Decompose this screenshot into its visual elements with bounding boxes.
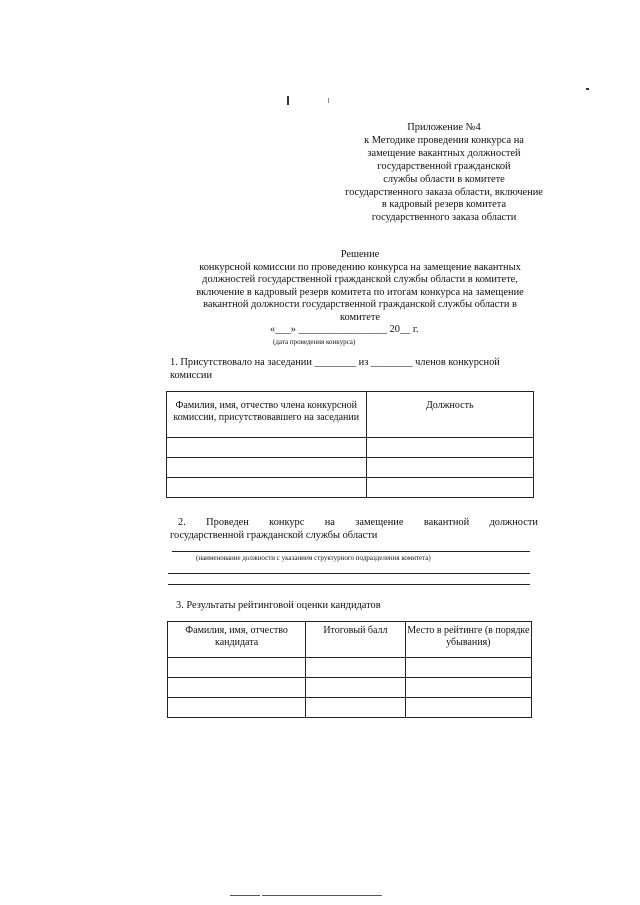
blank-line xyxy=(168,584,530,585)
contest-word: конкурс xyxy=(269,517,305,528)
decision-line: конкурсной комиссии по проведению конкурса на замещение вакантных xyxy=(199,261,521,273)
table-cell xyxy=(167,458,367,478)
ratings-table xyxy=(167,621,532,718)
table-cell xyxy=(168,678,306,698)
contest-word: Проведен xyxy=(206,517,249,528)
table-cell xyxy=(405,698,531,718)
appendix-line: государственного заказа области xyxy=(371,212,517,224)
contest-paragraph-line1 xyxy=(178,517,538,528)
appendix-header xyxy=(328,122,560,225)
blank-line xyxy=(168,573,530,574)
column-header-candidate-name: Фамилия, имя, отчество кандидата xyxy=(168,622,306,658)
table-cell xyxy=(168,698,306,718)
column-header-total-score: Итоговый балл xyxy=(306,622,406,658)
decision-line: вакантной должности государственной гражданской службы области в xyxy=(203,299,517,311)
table-row xyxy=(168,678,532,698)
table-cell xyxy=(366,438,534,458)
scan-mark xyxy=(287,96,289,105)
decision-line: комитете xyxy=(340,311,380,323)
table-cell xyxy=(366,478,534,498)
scan-mark xyxy=(262,895,382,896)
table-cell xyxy=(306,658,406,678)
scan-mark xyxy=(586,88,589,90)
blank-line xyxy=(172,551,530,552)
scan-mark xyxy=(230,895,260,896)
appendix-line: в кадровый резерв комитета xyxy=(381,199,507,211)
appendix-line: Приложение №4 xyxy=(407,122,481,133)
ratings-heading: 3. Результаты рейтинговой оценки кандидатов xyxy=(176,600,381,611)
attendance-paragraph: 1. Присутствовало на заседании ________ из ________ членов конкурсной комиссии xyxy=(170,357,500,381)
table-cell xyxy=(167,478,367,498)
table-row xyxy=(168,658,532,678)
decision-title: Решение xyxy=(340,249,380,260)
table-row xyxy=(167,438,534,458)
table-row xyxy=(167,478,534,498)
column-header-member-name: Фамилия, имя, отчество члена конкурсной комиссии, присутствовавшего на заседании xyxy=(167,392,367,438)
position-caption: (наименование должности с указанием структурного подразделения комитета) xyxy=(196,554,431,562)
table-cell xyxy=(366,458,534,478)
table-cell xyxy=(405,658,531,678)
table-cell xyxy=(405,678,531,698)
contest-word: замещение xyxy=(355,517,404,528)
appendix-line: к Методике проведения конкурса на xyxy=(364,134,524,146)
members-table xyxy=(166,391,534,498)
decision-title-block xyxy=(160,249,560,325)
contest-word: должности xyxy=(489,517,538,528)
appendix-line: замещение вакантных должностей xyxy=(367,147,521,159)
contest-word: на xyxy=(324,517,335,528)
appendix-line: государственного заказа области, включение xyxy=(345,186,543,198)
contest-paragraph-line2: государственной гражданской службы области xyxy=(170,530,378,541)
table-cell xyxy=(306,678,406,698)
table-header-row xyxy=(168,622,532,658)
contest-word: вакантной xyxy=(423,517,470,528)
date-caption: (дата проведения конкурса) xyxy=(273,338,356,346)
decision-line: включение в кадровый резерв комитета по итогам конкурса на замещение xyxy=(196,286,524,298)
decision-line: должностей государственной гражданской службы области в комитете, xyxy=(202,274,518,286)
table-row xyxy=(167,458,534,478)
column-header-position: Должность xyxy=(366,392,534,438)
column-header-rank: Место в рейтинге (в порядке убывания) xyxy=(405,622,531,658)
appendix-line: государственной гражданской xyxy=(377,160,511,172)
table-cell xyxy=(306,698,406,718)
appendix-line: службы области в комитете xyxy=(383,173,505,185)
table-cell xyxy=(167,438,367,458)
table-cell xyxy=(168,658,306,678)
table-row xyxy=(168,698,532,718)
date-field: «___» _________________ 20__ г. xyxy=(270,324,419,335)
contest-word: 2. xyxy=(178,517,186,528)
table-header-row xyxy=(167,392,534,438)
scan-mark xyxy=(328,98,329,103)
